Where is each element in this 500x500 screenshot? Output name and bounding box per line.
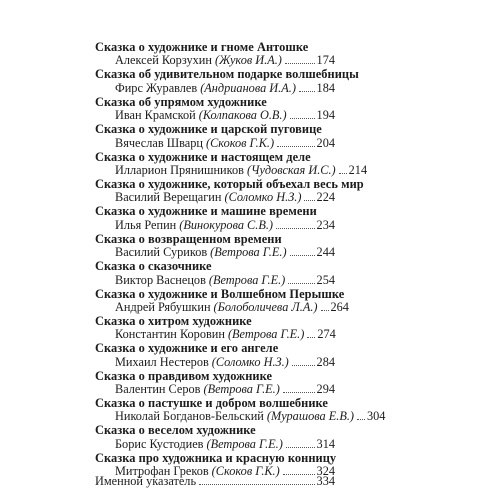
toc-entry — [95, 176, 364, 205]
toc-entry — [95, 149, 368, 178]
toc-entry — [95, 96, 335, 123]
toc-entry — [95, 342, 335, 369]
toc-entry-byline — [95, 383, 335, 396]
toc-entry-byline — [95, 299, 349, 314]
toc-entry-author: (Соломко Н.З.) — [224, 190, 302, 205]
toc-index-entry — [95, 475, 335, 500]
toc-entry-title: Сказка о художнике и царской пуговице — [95, 122, 322, 137]
toc-entry-author: (Ветрова Г.Е.) — [210, 245, 287, 260]
toc-entry-author: (Жуков И.А.) — [214, 53, 282, 68]
toc-entry-artist: Валентин Серов — [115, 382, 201, 397]
toc-entry-title: Сказка об удивительном подарке волшебницы — [95, 67, 359, 82]
dot-leader — [339, 172, 347, 174]
toc-entry-artist: Борис Кустодиев — [115, 436, 204, 451]
toc-entry-page-number: 184 — [316, 80, 335, 95]
toc-entry-title: Сказка об упрямом художнике — [95, 94, 267, 109]
toc-entry-byline — [95, 438, 335, 451]
dot-leader — [321, 309, 329, 311]
toc-entry-artist: Илья Репин — [115, 217, 177, 232]
toc-entry-byline — [95, 328, 335, 341]
toc-entry-title: Сказка о веселом художнике — [95, 423, 256, 438]
toc-entry — [95, 396, 386, 424]
dot-leader — [283, 473, 315, 475]
toc-entry-byline — [95, 409, 386, 424]
dot-leader — [285, 62, 315, 64]
toc-entry-author: (Ветрова Г.Е.) — [208, 272, 286, 287]
toc-entry-page-number: 294 — [316, 382, 335, 397]
toc-entry-page-number: 304 — [367, 409, 386, 424]
toc-entry-artist: Василий Суриков — [115, 245, 208, 260]
toc-entry-page-number: 234 — [316, 217, 335, 232]
toc-entry — [95, 370, 335, 397]
toc-entry-page-number: 254 — [316, 272, 335, 287]
toc-entry-byline — [95, 54, 335, 67]
toc-entry-author: (Колпакова О.В.) — [198, 108, 287, 123]
toc-entry-title: Сказка о правдивом художнике — [95, 368, 273, 383]
toc-entry — [95, 67, 359, 95]
toc-entry-page-number: 274 — [317, 327, 336, 342]
dot-leader — [277, 145, 315, 147]
toc-entry-page-number: 264 — [330, 299, 349, 314]
toc-entry-page-number: 314 — [316, 436, 335, 451]
toc-entry-artist: Митрофан Греков — [115, 464, 209, 479]
toc-index-label: Именной указатель — [95, 474, 197, 489]
toc-entry-author: (Соломко Н.З.) — [211, 354, 289, 369]
toc-entry — [95, 233, 335, 260]
toc-entry-page-number: 244 — [316, 245, 335, 260]
dot-leader — [290, 254, 315, 256]
toc-entry-title: Сказка о возвращенном времени — [95, 231, 282, 246]
dot-leader — [292, 364, 315, 366]
toc-entry-byline — [95, 137, 335, 150]
toc-entry — [95, 286, 349, 315]
dot-leader — [290, 117, 315, 119]
toc-entry-author: (Скоков Г.К.) — [205, 135, 275, 150]
toc-entry-title: Сказка о художнике и Волшебном Перышке — [95, 286, 345, 301]
toc-entry — [95, 205, 335, 232]
toc-index-page-number: 334 — [316, 474, 335, 489]
toc-entry-page-number: 194 — [316, 108, 335, 123]
toc-entry-page-number: 174 — [316, 53, 335, 68]
dot-leader — [299, 90, 315, 92]
toc-entry-author: (Ветрова Г.Е.) — [203, 382, 280, 397]
toc-entry-title: Сказка про художника и красную конницу — [95, 450, 337, 465]
toc-entry-title: Сказка о художнике и машине времени — [95, 204, 317, 219]
dot-leader — [304, 199, 314, 201]
toc-entry-page-number: 224 — [316, 190, 335, 205]
toc-entry-artist: Виктор Васнецов — [115, 272, 206, 287]
toc-entry-artist: Андрей Рябушкин — [115, 299, 211, 314]
toc-entry-page-number: 284 — [316, 354, 335, 369]
toc-entry-artist: Алексей Корзухин — [115, 53, 212, 68]
dot-leader — [276, 227, 315, 229]
toc-entry-author: (Чудовская И.С.) — [246, 162, 336, 177]
toc-entry — [95, 315, 335, 342]
toc-entry-author: (Болоболичева Л.А.) — [213, 299, 318, 314]
toc-entry-byline — [95, 219, 335, 232]
toc-entry-artist: Василий Верещагин — [115, 190, 222, 205]
toc-entry — [95, 424, 335, 451]
toc-entry-artist: Фирс Журавлев — [115, 80, 198, 95]
toc-entry-title: Сказка о художнике и его ангеле — [95, 341, 279, 356]
toc-entry-artist: Иван Крамской — [115, 108, 196, 123]
toc-entry-artist: Николай Богданов-Бельский — [115, 409, 264, 424]
dot-leader — [357, 418, 365, 420]
toc-entry-artist: Константин Коровин — [115, 327, 225, 342]
toc-entry-artist: Михаил Нестеров — [115, 354, 209, 369]
toc-entry-title: Сказка о художнике и настоящем деле — [95, 149, 311, 164]
toc-entry-byline — [95, 246, 335, 259]
toc-entry-title: Сказка о пастушке и добром волшебнике — [95, 396, 328, 411]
toc-entry-byline — [95, 82, 335, 95]
toc-entry-byline — [95, 191, 335, 204]
table-of-contents — [95, 40, 386, 500]
toc-entry-title: Сказка о художнике и гноме Антошке — [95, 40, 309, 54]
toc-entry-author: (Скоков Г.К.) — [211, 464, 280, 479]
toc-entry-author: (Мурашова Е.В.) — [266, 409, 354, 424]
toc-entry-page-number: 214 — [348, 162, 368, 177]
toc-entry-author: (Винокурова С.В.) — [179, 217, 274, 232]
toc-entry-page-number: 204 — [316, 135, 335, 150]
toc-entry — [95, 41, 335, 68]
toc-entry-author: (Ветрова Г.Е.) — [227, 327, 305, 342]
toc-entry-title: Сказка о сказочнике — [95, 259, 212, 274]
dot-leader — [286, 446, 315, 448]
toc-entry — [95, 260, 335, 287]
toc-entry-author: (Ветрова Г.Е.) — [206, 436, 283, 451]
dot-leader — [307, 336, 315, 338]
dot-leader — [283, 391, 315, 393]
toc-entry-byline — [95, 274, 335, 287]
toc-entry-page-number: 324 — [316, 464, 335, 479]
toc-entry-author: (Андрианова И.А.) — [200, 80, 296, 95]
toc-entry-title: Сказка о художнике, который объехал весь мир — [95, 176, 364, 191]
toc-entry-artist: Илларион Прянишников — [115, 162, 244, 177]
toc-entry-title: Сказка о хитром художнике — [95, 313, 252, 328]
dot-leader — [199, 483, 314, 485]
toc-entry-byline — [95, 109, 335, 122]
toc-entry — [95, 123, 335, 150]
toc-entry-artist: Вячеслав Шварц — [115, 135, 203, 150]
toc-entry-byline — [95, 356, 335, 369]
toc-entry-byline — [95, 162, 368, 177]
dot-leader — [288, 282, 314, 284]
